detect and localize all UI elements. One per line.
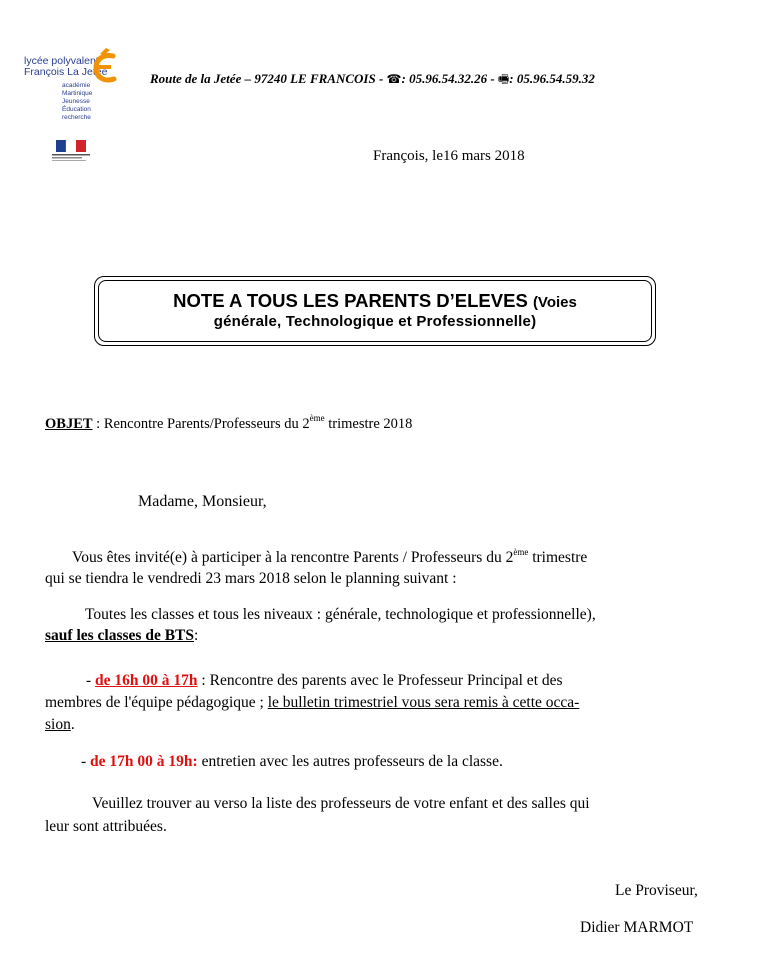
subject-superscript: ème [309,413,325,423]
schedule-time-2: de 17h 00 à 19h: [90,753,198,770]
schedule-desc-2: entretien avec les autres professeurs de la classe. [197,753,503,770]
invitation-text: Vous êtes invité(e) à participer à la rencontre Parents / Professeurs du 2 [72,549,514,566]
paragraph-classes-line2 [45,627,198,645]
logo-academy-line: Jeunesse [62,98,90,105]
fax-number: : 05.96.54.59.32 [509,71,595,86]
schedule-item-1-line2 [45,694,579,712]
address-text: Route de la Jetée – 97240 LE FRANCOIS - [150,71,387,86]
subject-text: : Rencontre Parents/Professeurs du 2 [92,416,310,432]
signatory-name: Didier MARMOT [580,919,694,936]
schedule-dash: - [86,672,96,689]
bulletin-notice-end: sion [45,716,71,733]
telephone-icon: ☎ [386,72,402,86]
schedule-time-1: de 16h 00 à 17h [95,672,198,689]
logo-academy-text [62,82,102,122]
bts-exception-colon: : [194,627,199,644]
logo-school-type: lycée polyvalent [24,55,99,67]
subject-label: OBJET [45,416,93,432]
title-inner-frame [98,280,652,342]
schedule-item-2 [81,753,503,771]
bts-exception: sauf les classes de BTS [45,627,194,644]
school-logo [24,40,124,170]
paragraph-invitation-line1 [72,549,587,567]
logo-academy-line: académie [62,82,91,89]
paragraph-classes-line1: Toutes les classes et tous les niveaux : générale, technologique et professionnelle), [85,606,596,623]
logo-academy-line: Martinique [62,90,93,97]
note-title-line2: générale, Technologique et Professionnelle) [213,313,537,330]
subject-text-end: trimestre 2018 [324,416,413,432]
schedule-item-1-line1 [86,672,563,690]
paragraph-invitation-line2: qui se tiendra le vendredi 23 mars 2018 selon le planning suivant : [45,570,457,587]
logo-e-icon [90,46,120,84]
schedule-dash: - [81,753,91,770]
schedule-item-1-line3 [45,716,75,734]
republic-marianne-icon [48,140,98,162]
logo-school-name: François La Jetée [24,66,108,78]
invitation-text-end: trimestre [528,549,588,566]
note-title-line1 [99,290,651,312]
bulletin-period: . [70,716,75,733]
schedule-desc-1: : Rencontre des parents avec le Professeur Principal et des [197,672,563,689]
logo-academy-line: Éducation [62,106,91,113]
logo-academy-line: recherche [62,114,91,121]
fax-icon: 🖷 [497,72,510,86]
signatory-title: Le Proviseur, [615,882,698,899]
invitation-superscript: ème [513,547,529,557]
school-address [150,70,595,91]
paragraph-verso-line1: Veuillez trouver au verso la liste des professeurs de votre enfant et des salles qui [92,795,590,812]
schedule-desc-1b: membres de l'équipe pédagogique ; [45,694,268,711]
letter-date: François, le16 mars 2018 [373,148,525,164]
letter-subject [45,413,413,433]
phone-number: : 05.96.54.32.26 - [401,71,498,86]
bulletin-notice: le bulletin trimestriel vous sera remis à cette occa- [267,694,580,711]
title-frame [94,276,656,346]
note-title-smallcaps: (Voies [532,294,577,311]
salutation: Madame, Monsieur, [138,493,267,510]
note-title-main: NOTE A TOUS LES PARENTS D’ELEVES [173,290,533,311]
paragraph-verso-line2: leur sont attribuées. [45,818,167,835]
